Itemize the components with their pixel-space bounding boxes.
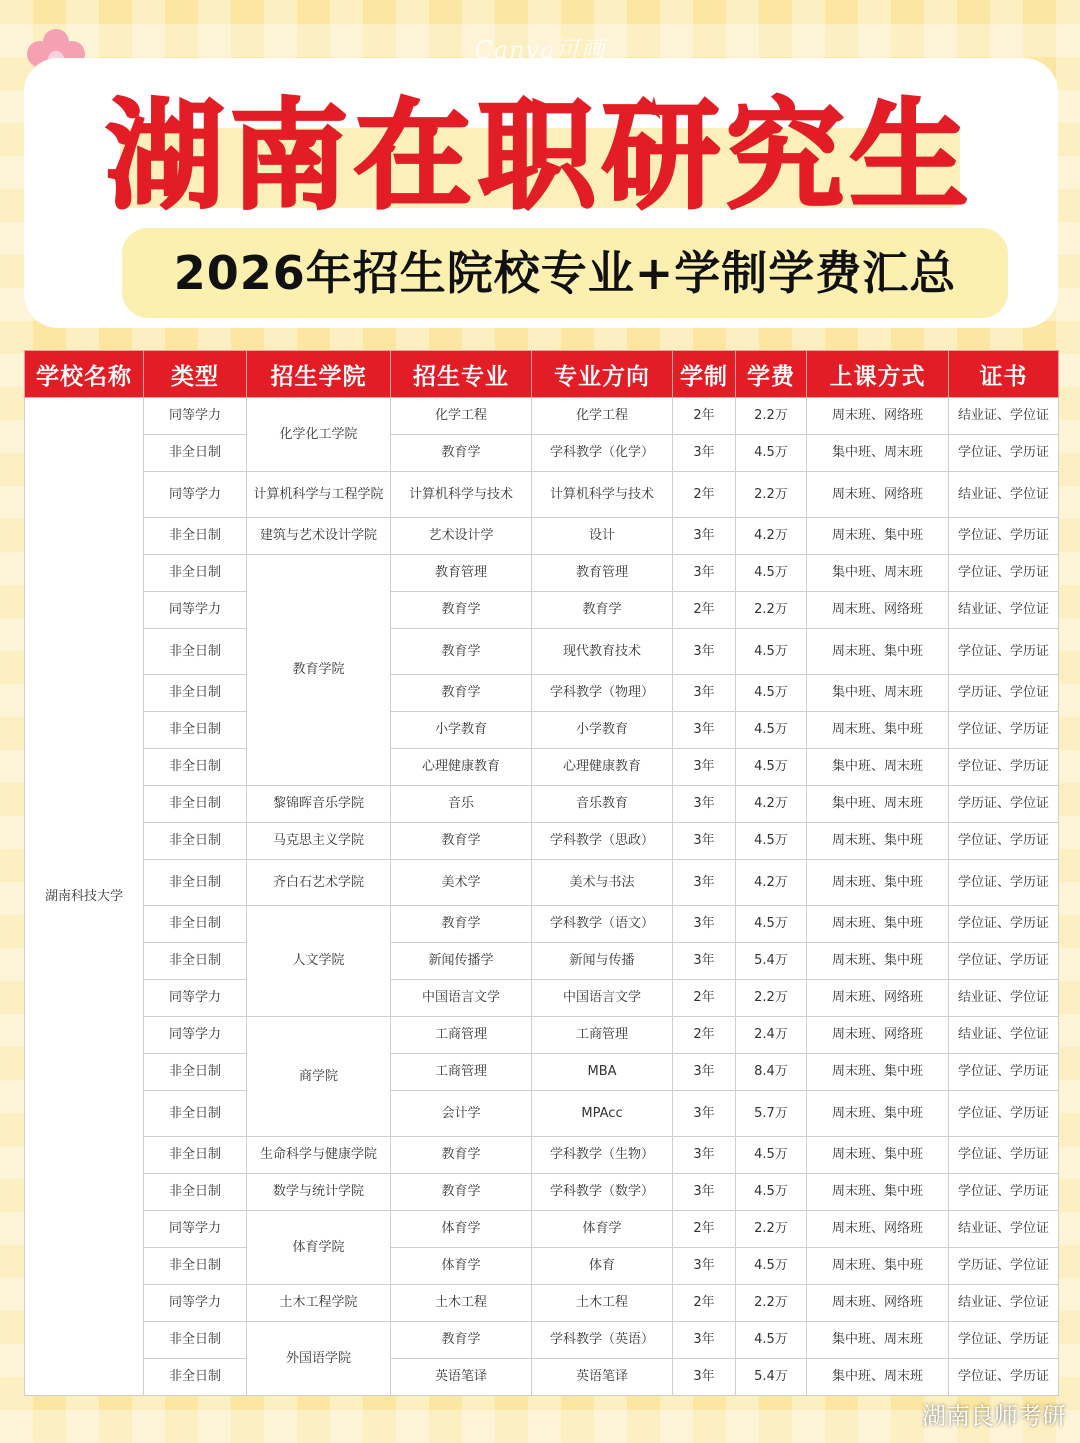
type-cell: 非全日制: [144, 1054, 247, 1091]
direction-cell: 英语笔译: [532, 1359, 673, 1396]
col-header-duration: 学制: [673, 351, 736, 398]
table-row: [25, 675, 1059, 712]
direction-cell: 学科教学（生物）: [532, 1137, 673, 1174]
cert-cell: 学位证、学历证: [949, 1054, 1059, 1091]
direction-cell: 美术与书法: [532, 860, 673, 906]
duration-cell: 2年: [673, 398, 736, 435]
mode-cell: 周末班、网络班: [807, 1285, 949, 1322]
mode-cell: 周末班、集中班: [807, 1248, 949, 1285]
mode-cell: 周末班、集中班: [807, 629, 949, 675]
cert-cell: 结业证、学位证: [949, 472, 1059, 518]
direction-cell: 学科教学（语文）: [532, 906, 673, 943]
fee-cell: 5.4万: [736, 1359, 807, 1396]
school-cell: 湖南科技大学: [25, 398, 144, 1396]
college-cell: 教育学院: [247, 555, 391, 786]
direction-cell: 学科教学（物理）: [532, 675, 673, 712]
direction-cell: MPAcc: [532, 1091, 673, 1137]
type-cell: 同等学力: [144, 1211, 247, 1248]
major-cell: 教育学: [391, 629, 532, 675]
cert-cell: 学位证、学历证: [949, 906, 1059, 943]
type-cell: 非全日制: [144, 786, 247, 823]
cert-cell: 学位证、学历证: [949, 943, 1059, 980]
major-cell: 教育学: [391, 435, 532, 472]
duration-cell: 3年: [673, 518, 736, 555]
table-row: [25, 398, 1059, 435]
major-cell: 教育学: [391, 675, 532, 712]
college-cell: 商学院: [247, 1017, 391, 1137]
major-cell: 艺术设计学: [391, 518, 532, 555]
table-row: [25, 823, 1059, 860]
duration-cell: 2年: [673, 1211, 736, 1248]
cert-cell: 学位证、学历证: [949, 749, 1059, 786]
col-header-fee: 学费: [736, 351, 807, 398]
fee-cell: 4.2万: [736, 518, 807, 555]
type-cell: 非全日制: [144, 555, 247, 592]
table-row: [25, 1137, 1059, 1174]
page-title: 湖南在职研究生: [105, 87, 974, 225]
table-row: [25, 592, 1059, 629]
duration-cell: 2年: [673, 1017, 736, 1054]
table-row: [25, 629, 1059, 675]
major-cell: 教育学: [391, 823, 532, 860]
cert-cell: 学位证、学历证: [949, 1137, 1059, 1174]
cert-cell: 结业证、学位证: [949, 1285, 1059, 1322]
mode-cell: 周末班、集中班: [807, 1091, 949, 1137]
type-cell: 非全日制: [144, 1322, 247, 1359]
cert-cell: 学位证、学历证: [949, 1359, 1059, 1396]
duration-cell: 2年: [673, 592, 736, 629]
fee-cell: 4.5万: [736, 1248, 807, 1285]
duration-cell: 3年: [673, 435, 736, 472]
duration-cell: 2年: [673, 1285, 736, 1322]
duration-cell: 3年: [673, 1359, 736, 1396]
major-cell: 化学工程: [391, 398, 532, 435]
fee-cell: 4.5万: [736, 675, 807, 712]
mode-cell: 周末班、集中班: [807, 712, 949, 749]
direction-cell: 土木工程: [532, 1285, 673, 1322]
fee-cell: 4.2万: [736, 860, 807, 906]
table-row: [25, 1054, 1059, 1091]
type-cell: 非全日制: [144, 435, 247, 472]
type-cell: 非全日制: [144, 943, 247, 980]
mode-cell: 集中班、周末班: [807, 555, 949, 592]
direction-cell: 化学工程: [532, 398, 673, 435]
duration-cell: 2年: [673, 472, 736, 518]
duration-cell: 3年: [673, 786, 736, 823]
mode-cell: 周末班、集中班: [807, 943, 949, 980]
cert-cell: 学位证、学历证: [949, 1322, 1059, 1359]
mode-cell: 集中班、周末班: [807, 435, 949, 472]
cert-cell: 学位证、学历证: [949, 860, 1059, 906]
type-cell: 非全日制: [144, 860, 247, 906]
mode-cell: 周末班、集中班: [807, 1174, 949, 1211]
major-cell: 音乐: [391, 786, 532, 823]
mode-cell: 周末班、网络班: [807, 980, 949, 1017]
duration-cell: 3年: [673, 1137, 736, 1174]
direction-cell: 心理健康教育: [532, 749, 673, 786]
fee-cell: 4.5万: [736, 712, 807, 749]
college-cell: 土木工程学院: [247, 1285, 391, 1322]
type-cell: 非全日制: [144, 749, 247, 786]
college-cell: 建筑与艺术设计学院: [247, 518, 391, 555]
table-row: [25, 472, 1059, 518]
fee-cell: 4.5万: [736, 1137, 807, 1174]
direction-cell: 学科教学（数学）: [532, 1174, 673, 1211]
fee-cell: 2.2万: [736, 980, 807, 1017]
college-cell: 生命科学与健康学院: [247, 1137, 391, 1174]
table-row: [25, 555, 1059, 592]
mode-cell: 集中班、周末班: [807, 675, 949, 712]
direction-cell: 新闻与传播: [532, 943, 673, 980]
type-cell: 同等学力: [144, 1285, 247, 1322]
table-row: [25, 1322, 1059, 1359]
direction-cell: 计算机科学与技术: [532, 472, 673, 518]
duration-cell: 3年: [673, 1322, 736, 1359]
major-cell: 教育学: [391, 592, 532, 629]
type-cell: 非全日制: [144, 629, 247, 675]
col-header-cert: 证书: [949, 351, 1059, 398]
college-cell: 计算机科学与工程学院: [247, 472, 391, 518]
type-cell: 非全日制: [144, 712, 247, 749]
table-row: [25, 712, 1059, 749]
col-header-school: 学校名称: [25, 351, 144, 398]
direction-cell: 现代教育技术: [532, 629, 673, 675]
fee-cell: 2.2万: [736, 472, 807, 518]
type-cell: 非全日制: [144, 675, 247, 712]
major-cell: 中国语言文学: [391, 980, 532, 1017]
mode-cell: 周末班、集中班: [807, 860, 949, 906]
table-row: [25, 1359, 1059, 1396]
table-row: [25, 1174, 1059, 1211]
col-header-major: 招生专业: [391, 351, 532, 398]
college-cell: 数学与统计学院: [247, 1174, 391, 1211]
direction-cell: 小学教育: [532, 712, 673, 749]
col-header-type: 类型: [144, 351, 247, 398]
major-cell: 土木工程: [391, 1285, 532, 1322]
major-cell: 教育学: [391, 1137, 532, 1174]
major-cell: 教育学: [391, 1174, 532, 1211]
cert-cell: 学位证、学历证: [949, 435, 1059, 472]
fee-cell: 4.5万: [736, 435, 807, 472]
fee-cell: 4.5万: [736, 629, 807, 675]
fee-cell: 8.4万: [736, 1054, 807, 1091]
cert-cell: 结业证、学位证: [949, 1211, 1059, 1248]
mode-cell: 周末班、集中班: [807, 906, 949, 943]
direction-cell: 学科教学（英语）: [532, 1322, 673, 1359]
fee-cell: 2.2万: [736, 398, 807, 435]
table-row: [25, 1017, 1059, 1054]
type-cell: 非全日制: [144, 1359, 247, 1396]
table-row: [25, 1285, 1059, 1322]
type-cell: 同等学力: [144, 1017, 247, 1054]
fee-cell: 2.4万: [736, 1017, 807, 1054]
duration-cell: 3年: [673, 906, 736, 943]
type-cell: 非全日制: [144, 1174, 247, 1211]
direction-cell: 体育学: [532, 1211, 673, 1248]
cert-cell: 结业证、学位证: [949, 1017, 1059, 1054]
type-cell: 非全日制: [144, 518, 247, 555]
type-cell: 非全日制: [144, 906, 247, 943]
cert-cell: 学位证、学历证: [949, 518, 1059, 555]
table-row: [25, 786, 1059, 823]
direction-cell: 学科教学（思政）: [532, 823, 673, 860]
mode-cell: 集中班、周末班: [807, 1322, 949, 1359]
table-row: [25, 1091, 1059, 1137]
direction-cell: 学科教学（化学）: [532, 435, 673, 472]
col-header-direction: 专业方向: [532, 351, 673, 398]
duration-cell: 3年: [673, 749, 736, 786]
mode-cell: 集中班、周末班: [807, 786, 949, 823]
major-cell: 体育学: [391, 1248, 532, 1285]
direction-cell: 教育管理: [532, 555, 673, 592]
mode-cell: 周末班、网络班: [807, 1017, 949, 1054]
cert-cell: 学位证、学历证: [949, 823, 1059, 860]
cert-cell: 学位证、学历证: [949, 1091, 1059, 1137]
duration-cell: 3年: [673, 860, 736, 906]
major-cell: 教育学: [391, 906, 532, 943]
admissions-table: [24, 350, 1059, 1396]
college-cell: 外国语学院: [247, 1322, 391, 1396]
cert-cell: 学历证、学位证: [949, 1248, 1059, 1285]
fee-cell: 2.2万: [736, 592, 807, 629]
cert-cell: 学位证、学历证: [949, 712, 1059, 749]
table-row: [25, 906, 1059, 943]
fee-cell: 4.5万: [736, 749, 807, 786]
mode-cell: 周末班、集中班: [807, 518, 949, 555]
col-header-college: 招生学院: [247, 351, 391, 398]
type-cell: 非全日制: [144, 823, 247, 860]
type-cell: 非全日制: [144, 1137, 247, 1174]
fee-cell: 4.2万: [736, 786, 807, 823]
table-row: [25, 749, 1059, 786]
college-cell: 黎锦晖音乐学院: [247, 786, 391, 823]
direction-cell: 工商管理: [532, 1017, 673, 1054]
major-cell: 小学教育: [391, 712, 532, 749]
major-cell: 美术学: [391, 860, 532, 906]
fee-cell: 4.5万: [736, 1322, 807, 1359]
direction-cell: 教育学: [532, 592, 673, 629]
fee-cell: 5.7万: [736, 1091, 807, 1137]
type-cell: 同等学力: [144, 472, 247, 518]
canva-watermark: Canva可画: [474, 36, 606, 64]
major-cell: 体育学: [391, 1211, 532, 1248]
fee-cell: 2.2万: [736, 1211, 807, 1248]
table-row: [25, 1248, 1059, 1285]
cert-cell: 结业证、学位证: [949, 398, 1059, 435]
type-cell: 非全日制: [144, 1091, 247, 1137]
college-cell: 体育学院: [247, 1211, 391, 1285]
cert-cell: 学位证、学历证: [949, 555, 1059, 592]
direction-cell: 设计: [532, 518, 673, 555]
mode-cell: 周末班、网络班: [807, 398, 949, 435]
college-cell: 化学化工学院: [247, 398, 391, 472]
duration-cell: 3年: [673, 1248, 736, 1285]
cert-cell: 学历证、学位证: [949, 675, 1059, 712]
major-cell: 会计学: [391, 1091, 532, 1137]
type-cell: 同等学力: [144, 980, 247, 1017]
duration-cell: 3年: [673, 943, 736, 980]
college-cell: 齐白石艺术学院: [247, 860, 391, 906]
major-cell: 工商管理: [391, 1017, 532, 1054]
table-row: [25, 980, 1059, 1017]
cert-cell: 结业证、学位证: [949, 980, 1059, 1017]
mode-cell: 周末班、集中班: [807, 823, 949, 860]
type-cell: 同等学力: [144, 398, 247, 435]
table-header-row: [25, 351, 1059, 398]
fee-cell: 4.5万: [736, 906, 807, 943]
major-cell: 心理健康教育: [391, 749, 532, 786]
direction-cell: 音乐教育: [532, 786, 673, 823]
college-cell: 人文学院: [247, 906, 391, 1017]
col-header-mode: 上课方式: [807, 351, 949, 398]
major-cell: 教育学: [391, 1322, 532, 1359]
fee-cell: 4.5万: [736, 1174, 807, 1211]
major-cell: 英语笔译: [391, 1359, 532, 1396]
major-cell: 工商管理: [391, 1054, 532, 1091]
mode-cell: 周末班、网络班: [807, 1211, 949, 1248]
duration-cell: 3年: [673, 1174, 736, 1211]
table-row: [25, 943, 1059, 980]
type-cell: 同等学力: [144, 592, 247, 629]
table-row: [25, 435, 1059, 472]
duration-cell: 3年: [673, 712, 736, 749]
duration-cell: 3年: [673, 629, 736, 675]
table-row: [25, 860, 1059, 906]
mode-cell: 集中班、周末班: [807, 1359, 949, 1396]
duration-cell: 3年: [673, 823, 736, 860]
direction-cell: 体育: [532, 1248, 673, 1285]
direction-cell: 中国语言文学: [532, 980, 673, 1017]
mode-cell: 周末班、网络班: [807, 472, 949, 518]
fee-cell: 4.5万: [736, 555, 807, 592]
type-cell: 非全日制: [144, 1248, 247, 1285]
table-row: [25, 518, 1059, 555]
page-subtitle: 2026年招生院校专业+学制学费汇总: [173, 246, 957, 300]
cert-cell: 学位证、学历证: [949, 1174, 1059, 1211]
duration-cell: 3年: [673, 555, 736, 592]
cert-cell: 学历证、学位证: [949, 786, 1059, 823]
direction-cell: MBA: [532, 1054, 673, 1091]
duration-cell: 3年: [673, 675, 736, 712]
footer-watermark: 湖南良师考研: [922, 1402, 1066, 1430]
cert-cell: 结业证、学位证: [949, 592, 1059, 629]
major-cell: 计算机科学与技术: [391, 472, 532, 518]
mode-cell: 周末班、网络班: [807, 592, 949, 629]
mode-cell: 集中班、周末班: [807, 749, 949, 786]
fee-cell: 2.2万: [736, 1285, 807, 1322]
fee-cell: 5.4万: [736, 943, 807, 980]
mode-cell: 周末班、集中班: [807, 1137, 949, 1174]
duration-cell: 3年: [673, 1054, 736, 1091]
college-cell: 马克思主义学院: [247, 823, 391, 860]
admissions-table-wrap: [24, 350, 1058, 1396]
cert-cell: 学位证、学历证: [949, 629, 1059, 675]
major-cell: 新闻传播学: [391, 943, 532, 980]
fee-cell: 4.5万: [736, 823, 807, 860]
duration-cell: 2年: [673, 980, 736, 1017]
mode-cell: 周末班、集中班: [807, 1054, 949, 1091]
table-row: [25, 1211, 1059, 1248]
major-cell: 教育管理: [391, 555, 532, 592]
duration-cell: 3年: [673, 1091, 736, 1137]
